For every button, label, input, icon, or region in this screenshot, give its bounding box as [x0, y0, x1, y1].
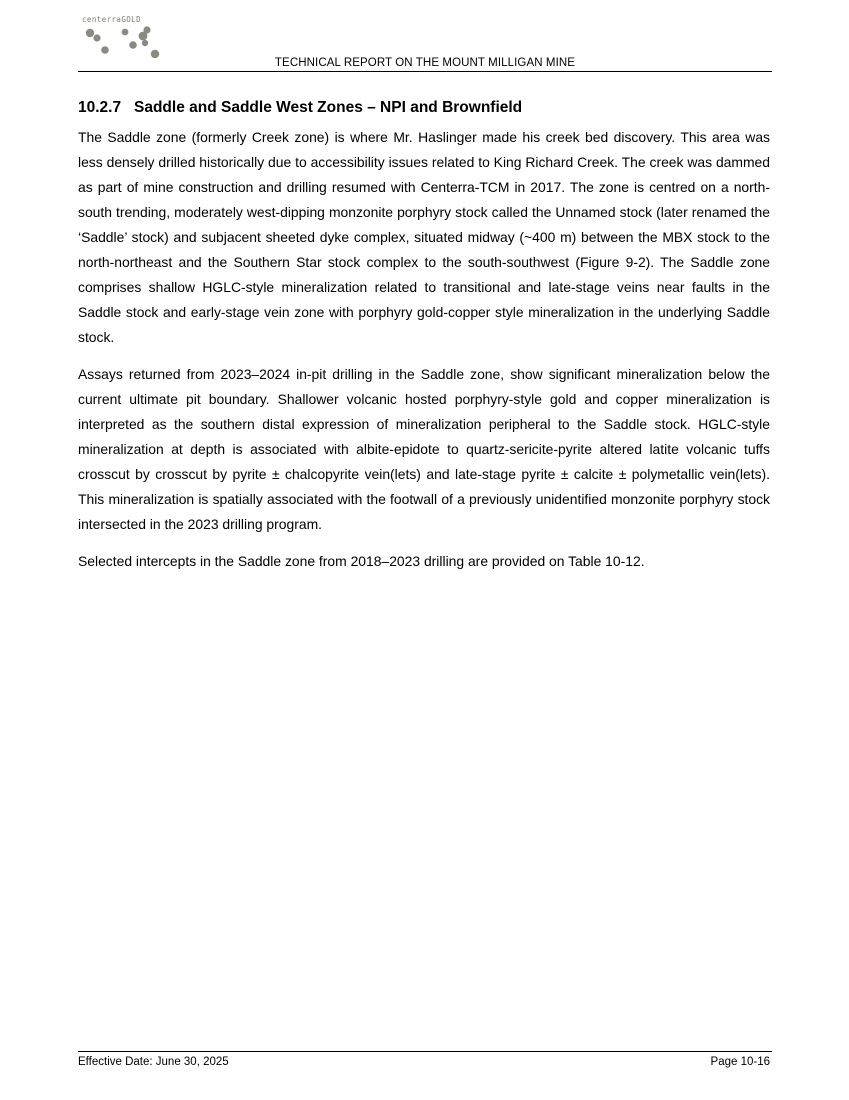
report-title: TECHNICAL REPORT ON THE MOUNT MILLIGAN MINE — [274, 57, 576, 69]
section-number: 10.2.7 — [78, 99, 122, 116]
page-number: Page 10-16 — [710, 1056, 770, 1068]
effective-date: Effective Date: June 30, 2025 — [78, 1056, 229, 1068]
page-content — [78, 97, 770, 586]
body-paragraph: Assays returned from 2023–2024 in-pit drilling in the Saddle zone, show significant mineralization below the current ultimate pit boundary. Shallower volcanic hosted porphyry-style gold and copper mineralization is interpreted as the southern distal expression of mineralization peripheral to the Saddle stock. HGLC-style mineralization at depth is associated with albite-epidote to quartz-sericite-pyrite altered latite volcanic tuffs crosscut by crosscut by pyrite ± chalcopyrite vein(lets) and late-stage pyrite ± calcite ± polymetallic vein(lets). This mineralization is spatially associated with the footwall of a previously unidentified monzonite porphyry stock intersected in the 2023 drilling program. — [78, 366, 770, 532]
body-paragraph: The Saddle zone (formerly Creek zone) is where Mr. Haslinger made his creek bed discovery. This area was less densely drilled historically due to accessibility issues related to King Richard Creek. The creek was dammed as part of mine construction and drilling resumed with Centerra-TCM in 2017. The zone is centred on a north-south trending, moderately west-dipping monzonite porphyry stock called the Unnamed stock (later renamed the ‘Saddle’ stock) and subjacent sheeted dyke complex, situated midway (~400 m) between the MBX stock to the north-northeast and the Southern Star stock complex to the south-southwest (Figure 9-2). The Saddle zone comprises shallow HGLC-style mineralization related to transitional and late-stage veins near faults in the Saddle stock and early-stage vein zone with porphyry gold-copper style mineralization in the underlying Saddle stock. — [78, 129, 770, 345]
section-title: Saddle and Saddle West Zones – NPI and Brownfield — [134, 99, 523, 116]
body-paragraph: Selected intercepts in the Saddle zone from 2018–2023 drilling are provided on Table 10-12. — [78, 553, 645, 569]
logo-text: centerraGOLD — [82, 15, 141, 24]
page-header — [78, 14, 772, 72]
section-heading — [78, 97, 770, 119]
page-footer — [78, 1051, 772, 1068]
